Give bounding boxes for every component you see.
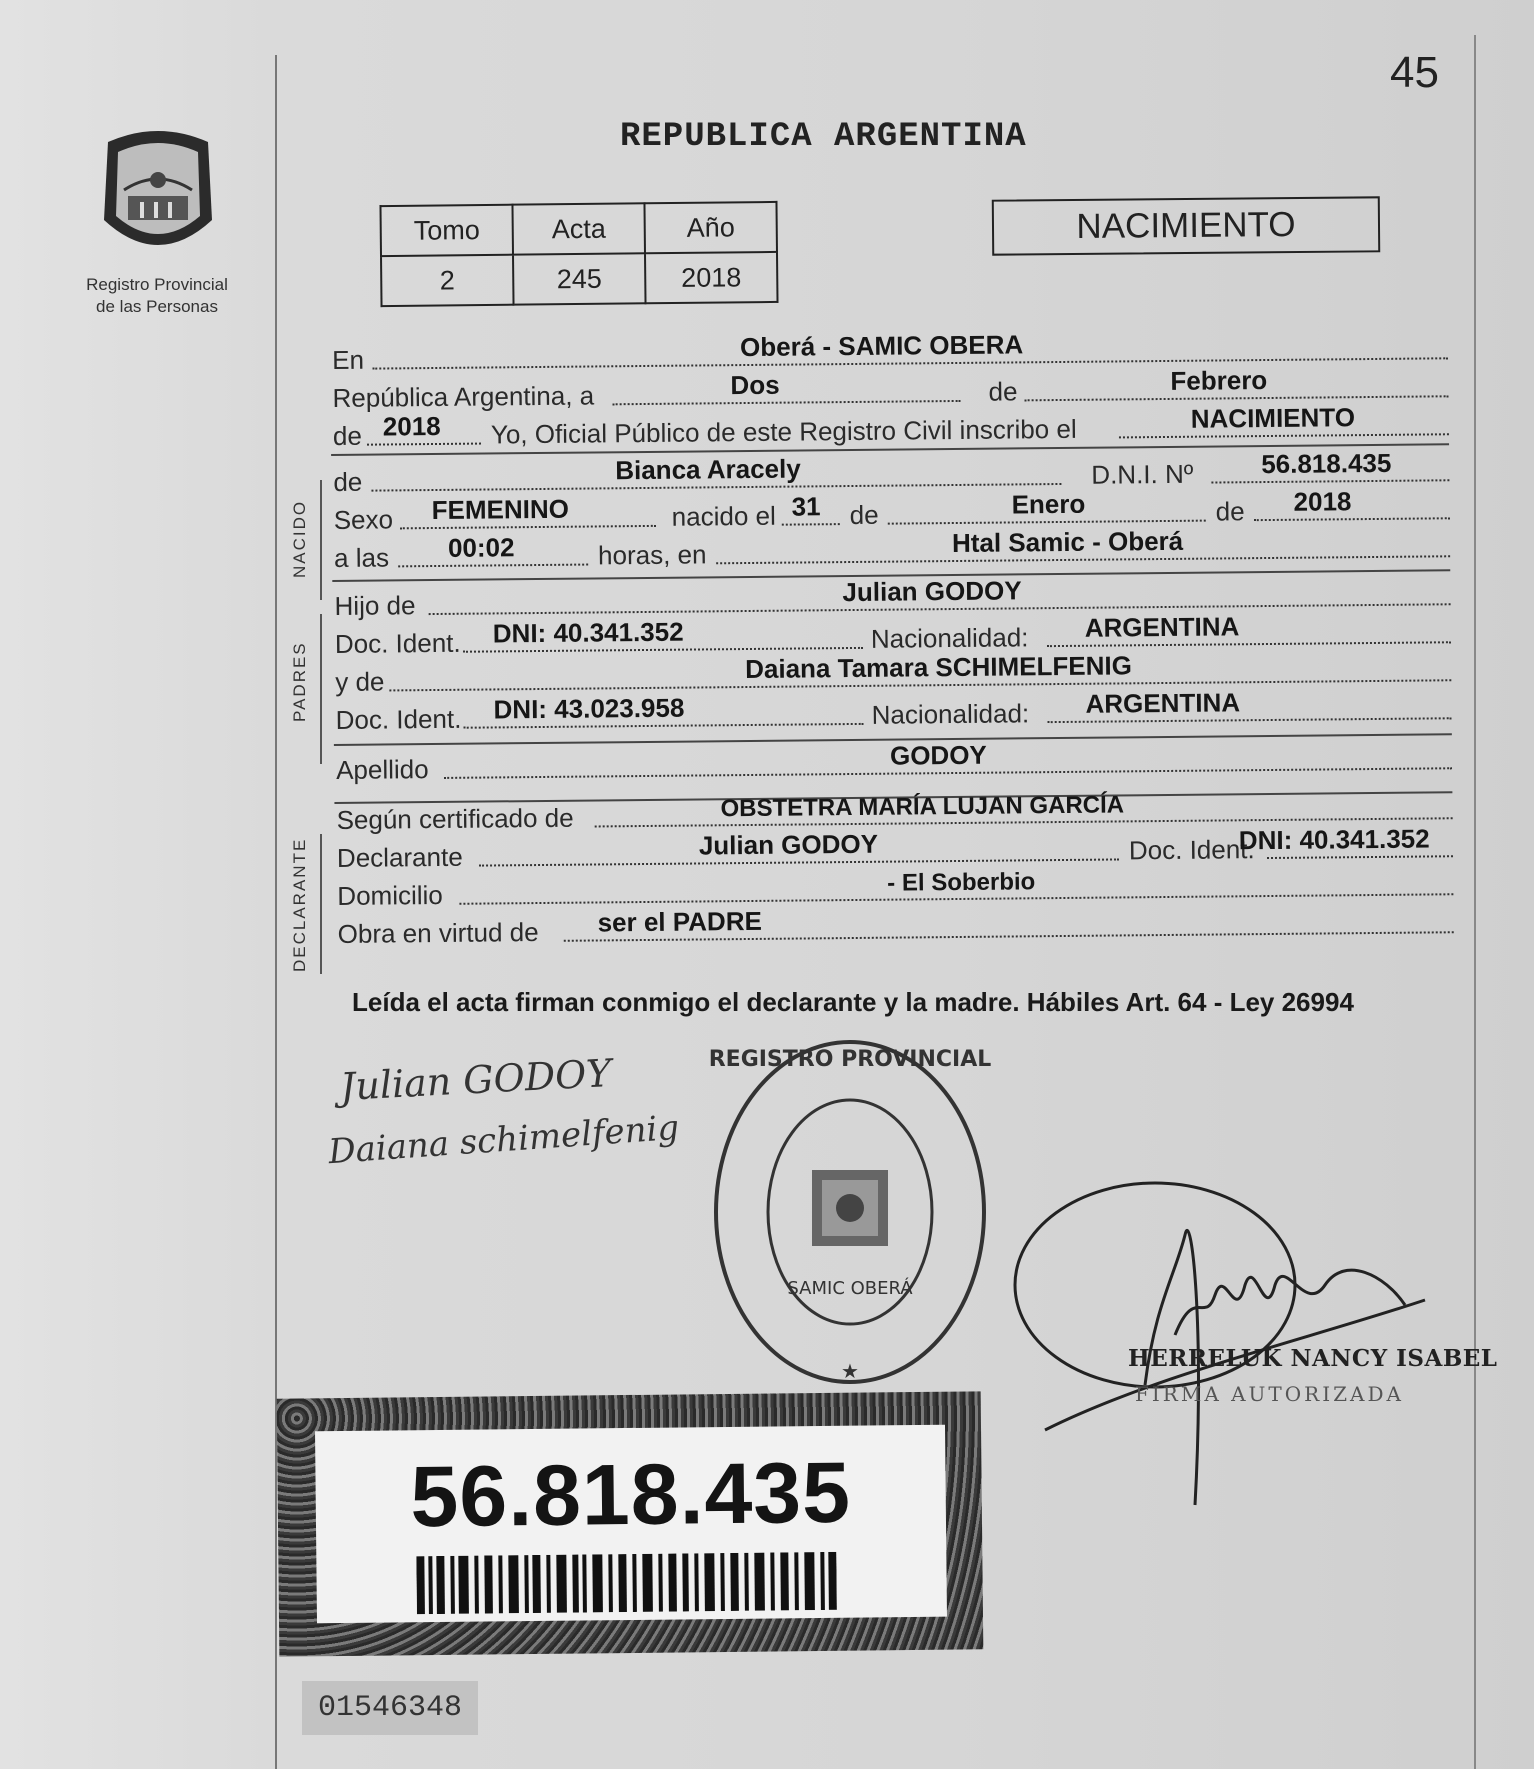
value-madre: Daiana Tamara SCHIMELFENIG [745,650,1133,685]
barcode-icon [416,1552,837,1614]
page-number: 45 [1390,48,1439,97]
label-en: En [332,344,365,375]
value-domicilio: - El Soberbio [887,868,1036,897]
row-madre-doc [333,689,1451,738]
dotted-line [398,564,588,568]
label-horas-en: horas, en [597,539,707,571]
value-padre-doc: DNI: 40.341.352 [492,616,684,649]
svg-text:★: ★ [841,1361,859,1383]
registry-name [62,274,252,318]
registry-name-line1: Registro Provincial [86,275,228,294]
value-dni: 56.818.435 [1261,447,1392,480]
label-yo-oficial: Yo, Oficial Público de este Registro Civil inscribo el [490,413,1077,450]
birth-record-form [330,329,1454,952]
label-doc-ident: Doc. Ident. [1128,834,1255,866]
document-title: REPUBLICA ARGENTINA [620,118,1027,156]
tomo-value: 2 [381,255,514,306]
value-declarante: Julian GODOY [698,828,879,861]
value-dia-nacimiento: 31 [791,491,821,522]
value-padre: Julian GODOY [842,575,1022,608]
label-republica: República Argentina, a [332,380,595,413]
acta-value: 245 [513,253,646,304]
record-table [379,201,778,307]
label-hijo-de: Hijo de [334,590,416,621]
row-hora-lugar [332,527,1450,576]
right-margin-line [1474,35,1476,1769]
dni-label-number: 56.818.435 [409,1444,852,1546]
label-de: de [1215,496,1245,527]
value-lugar: Oberá - SAMIC OBERA [739,329,1024,363]
value-certificado: OBSTETRA MARÍA LUJAN GARCÍA [720,791,1125,823]
dni-label-inner [315,1425,947,1624]
anio-value: 2018 [645,252,778,303]
provincia-de-misiones-seal-icon [88,120,228,270]
dotted-line [1254,517,1450,521]
declarante-bracket [320,834,322,974]
row-apellido [334,739,1452,788]
registry-name-line2: de las Personas [96,297,218,316]
act-type-box: NACIMIENTO [992,196,1380,255]
dotted-line [1211,479,1449,483]
label-dni-no: D.N.I. Nº [1091,458,1194,490]
label-de: de [849,499,879,531]
label-de: de [333,466,363,497]
label-apellido: Apellido [335,754,429,785]
official-stamp-icon [700,1032,1000,1392]
side-label-declarante: DECLARANTE [290,837,309,972]
label-y-de: y de [335,666,385,697]
label-de: de [332,420,362,451]
dni-label-card [277,1391,984,1656]
dotted-line [888,520,1206,525]
side-label-nacido: NACIDO [290,499,309,578]
label-doc-ident: Doc. Ident. [334,627,461,659]
label-declarante: Declarante [336,841,463,873]
value-sexo: FEMENINO [431,493,570,526]
label-segun-certificado: Según certificado de [336,802,574,835]
svg-text:REGISTRO PROVINCIAL: REGISTRO PROVINCIAL [708,1047,992,1072]
side-label-padres: PADRES [290,641,309,722]
acta-label: Acta [512,203,645,254]
value-dia-inscripcion: Dos [730,369,780,401]
label-doc-ident: Doc. Ident. [335,703,462,735]
value-padre-nacionalidad: ARGENTINA [1084,611,1240,643]
official-name: HERRELUK NANCY ISABEL [1128,1345,1498,1372]
value-obra-en-virtud: ser el PADRE [597,905,763,938]
svg-text:SAMIC OBERÁ: SAMIC OBERÁ [787,1278,913,1299]
value-tipo-inscripcion: NACIMIENTO [1190,402,1356,434]
value-anio-nacimiento: 2018 [1293,486,1352,517]
label-de: de [988,376,1018,407]
signature-madre: Daiana schimelfenig [327,1107,681,1173]
value-madre-doc: DNI: 43.023.958 [493,692,685,725]
label-nacido-el: nacido el [671,500,776,532]
serial-number: 01546348 [302,1681,478,1735]
label-nacionalidad: Nacionalidad: [870,622,1029,654]
anio-label: Año [644,202,777,253]
left-margin-line [275,55,277,1769]
closing-text: Leída el acta firman conmigo el declarante y la madre. Hábiles Art. 64 - Ley 26994 [352,987,1354,1017]
nacido-bracket [320,480,322,600]
dotted-line [1119,433,1449,438]
value-mes-nacimiento: Enero [1011,488,1086,520]
dotted-line [1267,855,1453,859]
signature-declarante: Julian GODOY [339,1050,613,1110]
label-nacionalidad: Nacionalidad: [871,698,1030,730]
value-apellido: GODOY [889,739,987,771]
value-declarante-doc: DNI: 40.341.352 [1238,823,1430,856]
label-a-las: a las [333,542,390,573]
dotted-line [782,523,840,526]
label-sexo: Sexo [333,504,394,535]
padres-bracket [320,614,322,764]
value-madre-nacionalidad: ARGENTINA [1085,687,1241,719]
value-anio-inscripcion: 2018 [382,410,441,442]
official-role: FIRMA AUTORIZADA [1135,1382,1404,1406]
dotted-line [613,400,961,405]
dotted-line [367,443,481,446]
label-obra-en-virtud: Obra en virtud de [337,917,539,949]
value-mes-inscripcion: Febrero [1170,365,1268,396]
label-domicilio: Domicilio [337,879,443,911]
value-nombre: Bianca Aracely [615,453,801,486]
value-hora: 00:02 [447,532,515,563]
value-lugar-nacimiento: Htal Samic - Oberá [951,525,1184,559]
tomo-label: Tomo [380,205,513,256]
